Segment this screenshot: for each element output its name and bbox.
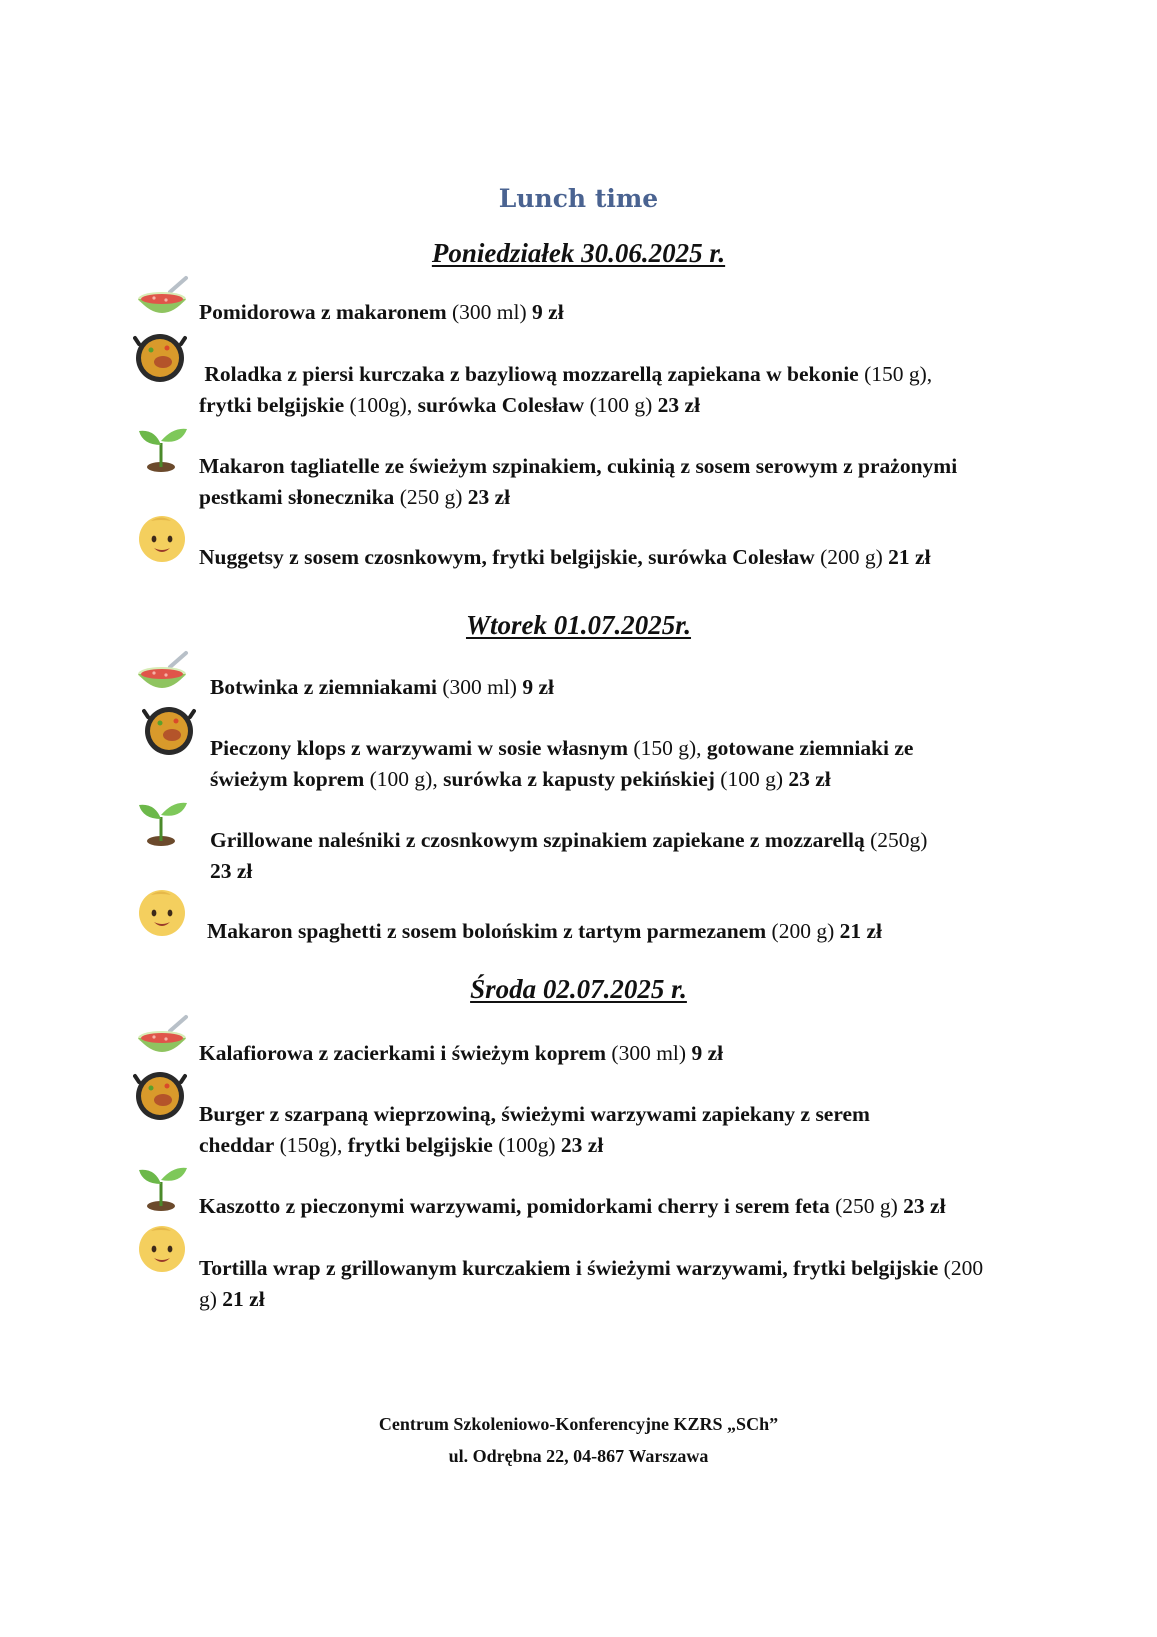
menu-item: Makaron spaghetti z sosem bolońskim z tartym parmezanem (200 g) 21 zł xyxy=(207,919,883,943)
menu-item: Pomidorowa z makaronem (300 ml) 9 zł xyxy=(199,300,564,324)
seedling-icon xyxy=(137,795,191,849)
menu-item: Burger z szarpaną wieprzowiną, świeżymi warzywami zapiekany z serem cheddar (150g), frytki belgijskie (100g) 23 zł xyxy=(199,1102,870,1157)
footer-address: ul. Odrębna 22, 04-867 Warszawa xyxy=(448,1446,709,1466)
soup-icon xyxy=(137,1014,191,1068)
day-heading-wednesday: Środa 02.07.2025 r. xyxy=(470,974,687,1004)
soup-icon xyxy=(137,275,191,329)
baby-face-icon xyxy=(137,886,191,940)
day-heading-monday: Poniedziałek 30.06.2025 r. xyxy=(431,238,726,268)
seedling-icon xyxy=(137,1160,191,1214)
day-heading-tuesday: Wtorek 01.07.2025r. xyxy=(465,610,692,640)
menu-item: Roladka z piersi kurczaka z bazyliową mozzarellą zapiekana w bekonie (150 g), frytki belgijskie (100g), surówka Colesław (100 g) 23 zł xyxy=(199,362,933,417)
seedling-icon xyxy=(137,421,191,475)
paella-pan-icon xyxy=(133,330,187,384)
paella-pan-icon xyxy=(133,1068,187,1122)
menu-item: Kalafiorowa z zacierkami i świeżym koprem (300 ml) 9 zł xyxy=(199,1041,724,1065)
menu-item: Makaron tagliatelle ze świeżym szpinakiem, cukinią z sosem serowym z prażonymi pestkami słonecznika (250 g) 23 zł xyxy=(199,454,958,509)
page-title: Lunch time xyxy=(498,184,659,213)
footer-organization: Centrum Szkoleniowo-Konferencyjne KZRS „SCh” xyxy=(378,1414,779,1434)
menu-item: Botwinka z ziemniakami (300 ml) 9 zł xyxy=(210,675,555,699)
menu-item: Tortilla wrap z grillowanym kurczakiem i świeżymi warzywami, frytki belgijskie (200 g) 21 zł xyxy=(199,1256,984,1311)
menu-item: Pieczony klops z warzywami w sosie własnym (150 g), gotowane ziemniaki ze świeżym koprem (100 g), surówka z kapusty pekińskiej (100 g) 23 zł xyxy=(210,736,914,791)
baby-face-icon xyxy=(137,512,191,566)
menu-item: Grillowane naleśniki z czosnkowym szpinakiem zapiekane z mozzarellą (250g) 23 zł xyxy=(210,828,928,883)
paella-pan-icon xyxy=(142,703,196,757)
soup-icon xyxy=(137,650,191,704)
menu-item: Kaszotto z pieczonymi warzywami, pomidorkami cherry i serem feta (250 g) 23 zł xyxy=(199,1194,946,1218)
menu-item: Nuggetsy z sosem czosnkowym, frytki belgijskie, surówka Colesław (200 g) 21 zł xyxy=(199,545,931,569)
baby-face-icon xyxy=(137,1222,191,1276)
